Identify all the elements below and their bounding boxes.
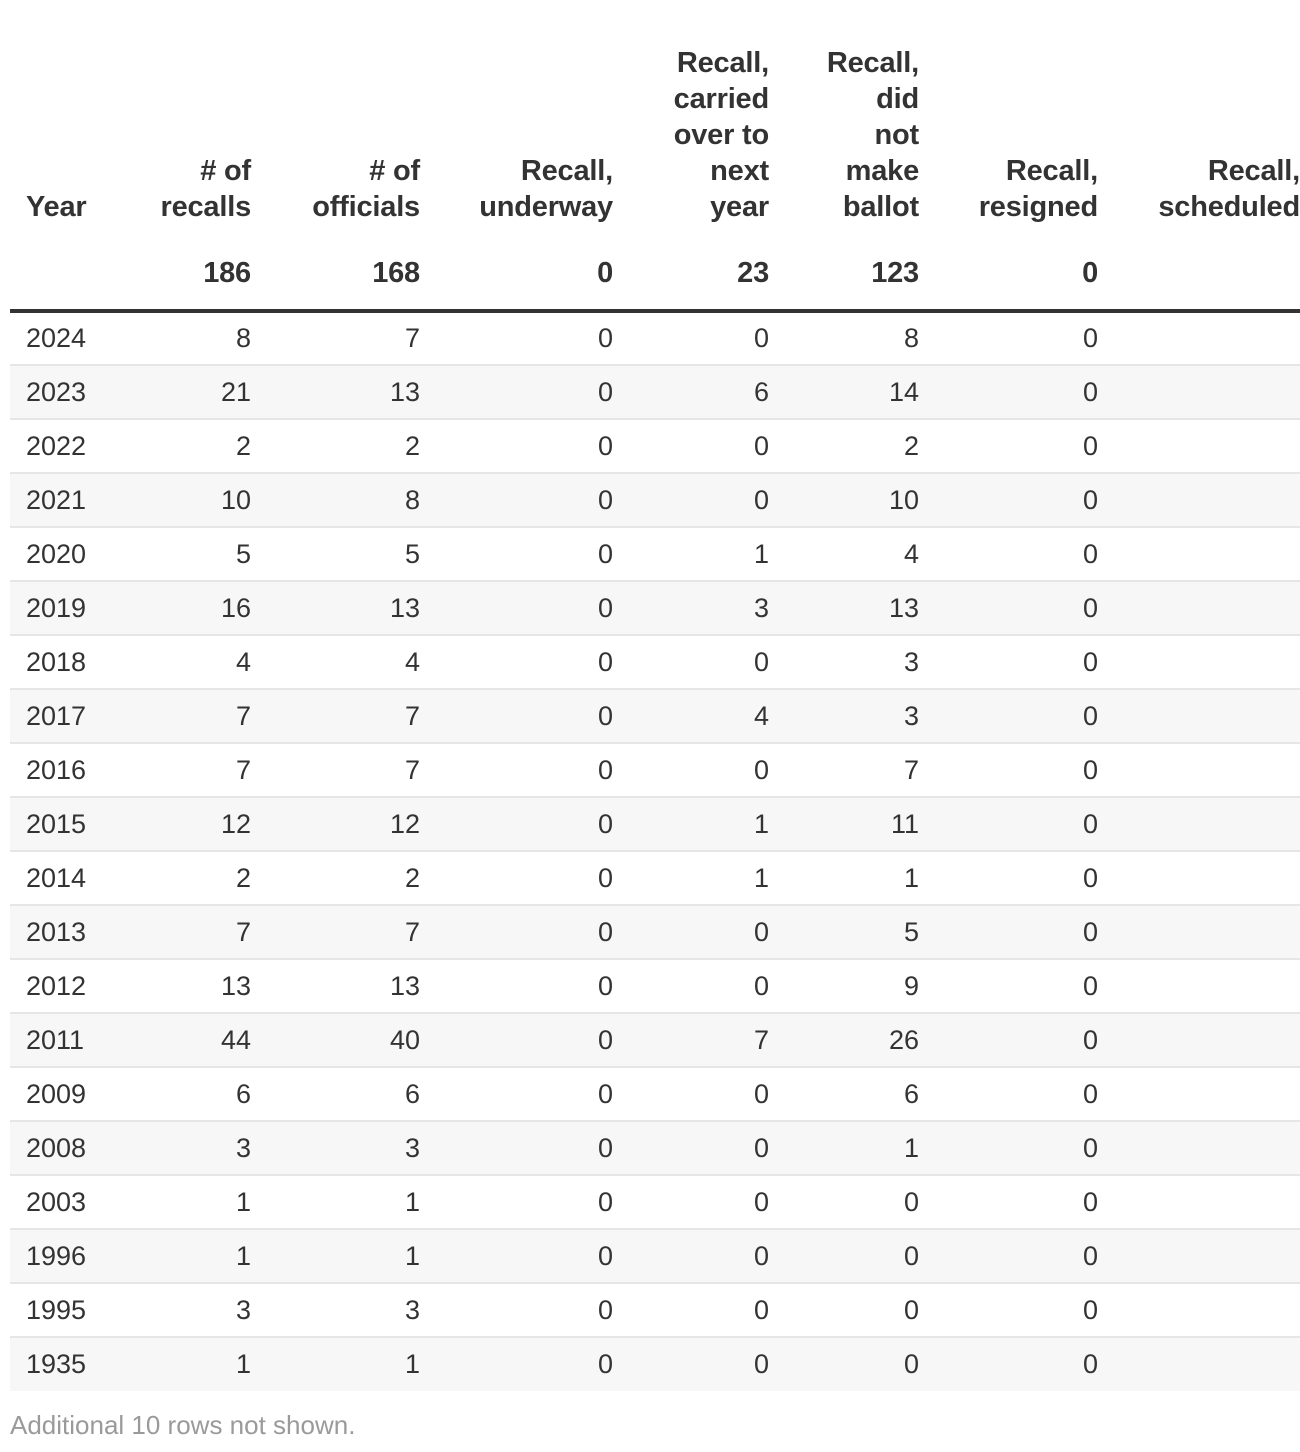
cell-scheduled	[1098, 365, 1300, 419]
cell-not-ballot: 0	[769, 1229, 919, 1283]
table-body	[10, 311, 1300, 1391]
cell-recalls: 6	[126, 1067, 251, 1121]
cell-officials: 40	[251, 1013, 420, 1067]
cell-scheduled	[1098, 1337, 1300, 1391]
cell-officials: 1	[251, 1175, 420, 1229]
column-header-scheduled[interactable]: Recall, scheduled	[1158, 155, 1300, 223]
cell-year: 2012	[10, 959, 126, 1013]
cell-resigned: 0	[919, 797, 1098, 851]
column-header-year[interactable]: Year	[26, 191, 87, 223]
cell-scheduled	[1098, 581, 1300, 635]
table-row	[10, 743, 1300, 797]
cell-not-ballot: 7	[769, 743, 919, 797]
cell-carried: 1	[613, 797, 769, 851]
cell-underway: 0	[420, 1121, 613, 1175]
cell-underway: 0	[420, 311, 613, 365]
cell-not-ballot: 6	[769, 1067, 919, 1121]
cell-year: 2018	[10, 635, 126, 689]
cell-resigned: 0	[919, 1067, 1098, 1121]
cell-recalls: 44	[126, 1013, 251, 1067]
table-row	[10, 689, 1300, 743]
table-row	[10, 1175, 1300, 1229]
cell-scheduled	[1098, 527, 1300, 581]
cell-officials: 1	[251, 1229, 420, 1283]
column-total-not-ballot: 123	[769, 228, 919, 311]
column-total-year	[10, 228, 126, 311]
cell-not-ballot: 2	[769, 419, 919, 473]
cell-underway: 0	[420, 1229, 613, 1283]
cell-not-ballot: 26	[769, 1013, 919, 1067]
cell-carried: 3	[613, 581, 769, 635]
cell-recalls: 7	[126, 689, 251, 743]
cell-resigned: 0	[919, 959, 1098, 1013]
column-header-underway[interactable]: Recall, underway	[479, 155, 613, 223]
cell-year: 2017	[10, 689, 126, 743]
table-row	[10, 1067, 1300, 1121]
cell-recalls: 1	[126, 1337, 251, 1391]
cell-scheduled	[1098, 689, 1300, 743]
cell-carried: 0	[613, 1229, 769, 1283]
cell-officials: 2	[251, 419, 420, 473]
cell-officials: 3	[251, 1283, 420, 1337]
cell-resigned: 0	[919, 1013, 1098, 1067]
cell-year: 2015	[10, 797, 126, 851]
cell-officials: 7	[251, 905, 420, 959]
cell-not-ballot: 13	[769, 581, 919, 635]
cell-scheduled	[1098, 1121, 1300, 1175]
cell-scheduled	[1098, 419, 1300, 473]
cell-officials: 2	[251, 851, 420, 905]
cell-year: 1996	[10, 1229, 126, 1283]
cell-officials: 13	[251, 581, 420, 635]
cell-underway: 0	[420, 689, 613, 743]
cell-officials: 7	[251, 743, 420, 797]
cell-not-ballot: 0	[769, 1175, 919, 1229]
cell-carried: 0	[613, 1175, 769, 1229]
cell-year: 2014	[10, 851, 126, 905]
column-header-officials[interactable]: # of officials	[312, 155, 420, 223]
cell-underway: 0	[420, 959, 613, 1013]
cell-not-ballot: 9	[769, 959, 919, 1013]
cell-scheduled	[1098, 959, 1300, 1013]
cell-scheduled	[1098, 1229, 1300, 1283]
table-row	[10, 1283, 1300, 1337]
cell-recalls: 12	[126, 797, 251, 851]
column-header-carried[interactable]: Recall, carried over to next year	[673, 47, 769, 223]
cell-underway: 0	[420, 851, 613, 905]
column-total-carried: 23	[613, 228, 769, 311]
cell-not-ballot: 14	[769, 365, 919, 419]
cell-year: 2022	[10, 419, 126, 473]
cell-scheduled	[1098, 743, 1300, 797]
column-header-not-ballot[interactable]: Recall, did not make ballot	[826, 47, 919, 223]
cell-year: 2011	[10, 1013, 126, 1067]
header-label-row	[10, 0, 1300, 228]
cell-resigned: 0	[919, 419, 1098, 473]
table-row	[10, 419, 1300, 473]
cell-scheduled	[1098, 1067, 1300, 1121]
cell-underway: 0	[420, 527, 613, 581]
cell-recalls: 10	[126, 473, 251, 527]
cell-carried: 0	[613, 743, 769, 797]
cell-resigned: 0	[919, 527, 1098, 581]
cell-resigned: 0	[919, 365, 1098, 419]
cell-not-ballot: 0	[769, 1283, 919, 1337]
table-row	[10, 797, 1300, 851]
column-header-recalls[interactable]: # of recalls	[160, 155, 251, 223]
cell-carried: 0	[613, 1067, 769, 1121]
cell-officials: 7	[251, 689, 420, 743]
cell-resigned: 0	[919, 851, 1098, 905]
cell-recalls: 13	[126, 959, 251, 1013]
cell-underway: 0	[420, 797, 613, 851]
cell-recalls: 3	[126, 1283, 251, 1337]
cell-recalls: 4	[126, 635, 251, 689]
cell-year: 2021	[10, 473, 126, 527]
table-row	[10, 635, 1300, 689]
cell-resigned: 0	[919, 1229, 1098, 1283]
cell-resigned: 0	[919, 1283, 1098, 1337]
cell-carried: 1	[613, 527, 769, 581]
cell-year: 1935	[10, 1337, 126, 1391]
cell-underway: 0	[420, 419, 613, 473]
column-total-officials: 168	[251, 228, 420, 311]
cell-resigned: 0	[919, 581, 1098, 635]
cell-not-ballot: 4	[769, 527, 919, 581]
cell-resigned: 0	[919, 1121, 1098, 1175]
cell-underway: 0	[420, 1067, 613, 1121]
cell-officials: 4	[251, 635, 420, 689]
cell-not-ballot: 1	[769, 851, 919, 905]
table-row	[10, 365, 1300, 419]
cell-scheduled	[1098, 851, 1300, 905]
cell-carried: 0	[613, 311, 769, 365]
table-row	[10, 473, 1300, 527]
table-header	[10, 0, 1300, 311]
cell-officials: 12	[251, 797, 420, 851]
cell-scheduled	[1098, 473, 1300, 527]
cell-underway: 0	[420, 581, 613, 635]
column-total-resigned: 0	[919, 228, 1098, 311]
table-row	[10, 851, 1300, 905]
cell-year: 2003	[10, 1175, 126, 1229]
cell-resigned: 0	[919, 743, 1098, 797]
cell-year: 2024	[10, 311, 126, 365]
table-row	[10, 311, 1300, 365]
table-row	[10, 581, 1300, 635]
table-row	[10, 1229, 1300, 1283]
data-table-container	[10, 0, 1300, 1391]
cell-carried: 1	[613, 851, 769, 905]
cell-year: 2020	[10, 527, 126, 581]
cell-recalls: 2	[126, 419, 251, 473]
header-total-row	[10, 228, 1300, 311]
cell-year: 2019	[10, 581, 126, 635]
cell-officials: 13	[251, 365, 420, 419]
cell-scheduled	[1098, 311, 1300, 365]
cell-not-ballot: 3	[769, 635, 919, 689]
table-row	[10, 905, 1300, 959]
cell-recalls: 3	[126, 1121, 251, 1175]
cell-resigned: 0	[919, 689, 1098, 743]
column-total-underway: 0	[420, 228, 613, 311]
cell-carried: 7	[613, 1013, 769, 1067]
cell-underway: 0	[420, 473, 613, 527]
cell-resigned: 0	[919, 905, 1098, 959]
cell-not-ballot: 11	[769, 797, 919, 851]
cell-underway: 0	[420, 1175, 613, 1229]
cell-underway: 0	[420, 743, 613, 797]
cell-not-ballot: 5	[769, 905, 919, 959]
cell-recalls: 7	[126, 743, 251, 797]
cell-recalls: 7	[126, 905, 251, 959]
cell-scheduled	[1098, 1283, 1300, 1337]
footnote-rows-hidden: Additional 10 rows not shown.	[10, 1410, 356, 1440]
cell-scheduled	[1098, 1175, 1300, 1229]
cell-scheduled	[1098, 797, 1300, 851]
cell-recalls: 1	[126, 1175, 251, 1229]
cell-carried: 0	[613, 1121, 769, 1175]
cell-year: 2013	[10, 905, 126, 959]
cell-resigned: 0	[919, 311, 1098, 365]
cell-scheduled	[1098, 1013, 1300, 1067]
cell-resigned: 0	[919, 1175, 1098, 1229]
cell-carried: 0	[613, 905, 769, 959]
cell-recalls: 2	[126, 851, 251, 905]
cell-carried: 4	[613, 689, 769, 743]
cell-year: 2016	[10, 743, 126, 797]
cell-officials: 5	[251, 527, 420, 581]
cell-carried: 0	[613, 419, 769, 473]
cell-resigned: 0	[919, 635, 1098, 689]
cell-underway: 0	[420, 1283, 613, 1337]
table-row	[10, 1013, 1300, 1067]
column-header-resigned[interactable]: Recall, resigned	[978, 155, 1098, 223]
cell-underway: 0	[420, 365, 613, 419]
cell-officials: 6	[251, 1067, 420, 1121]
cell-carried: 6	[613, 365, 769, 419]
cell-underway: 0	[420, 1337, 613, 1391]
recalls-table	[10, 0, 1300, 1391]
cell-officials: 7	[251, 311, 420, 365]
column-total-recalls: 186	[126, 228, 251, 311]
cell-scheduled	[1098, 635, 1300, 689]
cell-carried: 0	[613, 473, 769, 527]
cell-carried: 0	[613, 635, 769, 689]
cell-officials: 1	[251, 1337, 420, 1391]
cell-scheduled	[1098, 905, 1300, 959]
table-row	[10, 527, 1300, 581]
cell-recalls: 1	[126, 1229, 251, 1283]
cell-recalls: 21	[126, 365, 251, 419]
cell-underway: 0	[420, 905, 613, 959]
cell-year: 2008	[10, 1121, 126, 1175]
cell-officials: 13	[251, 959, 420, 1013]
cell-not-ballot: 1	[769, 1121, 919, 1175]
cell-underway: 0	[420, 1013, 613, 1067]
cell-underway: 0	[420, 635, 613, 689]
cell-resigned: 0	[919, 1337, 1098, 1391]
cell-year: 2009	[10, 1067, 126, 1121]
cell-not-ballot: 3	[769, 689, 919, 743]
cell-recalls: 16	[126, 581, 251, 635]
table-row	[10, 1121, 1300, 1175]
cell-recalls: 8	[126, 311, 251, 365]
table-row	[10, 1337, 1300, 1391]
cell-year: 1995	[10, 1283, 126, 1337]
cell-carried: 0	[613, 959, 769, 1013]
cell-officials: 8	[251, 473, 420, 527]
cell-carried: 0	[613, 1337, 769, 1391]
column-total-scheduled	[1098, 228, 1300, 311]
cell-year: 2023	[10, 365, 126, 419]
cell-resigned: 0	[919, 473, 1098, 527]
cell-not-ballot: 0	[769, 1337, 919, 1391]
cell-not-ballot: 10	[769, 473, 919, 527]
cell-not-ballot: 8	[769, 311, 919, 365]
cell-carried: 0	[613, 1283, 769, 1337]
cell-recalls: 5	[126, 527, 251, 581]
table-row	[10, 959, 1300, 1013]
cell-officials: 3	[251, 1121, 420, 1175]
